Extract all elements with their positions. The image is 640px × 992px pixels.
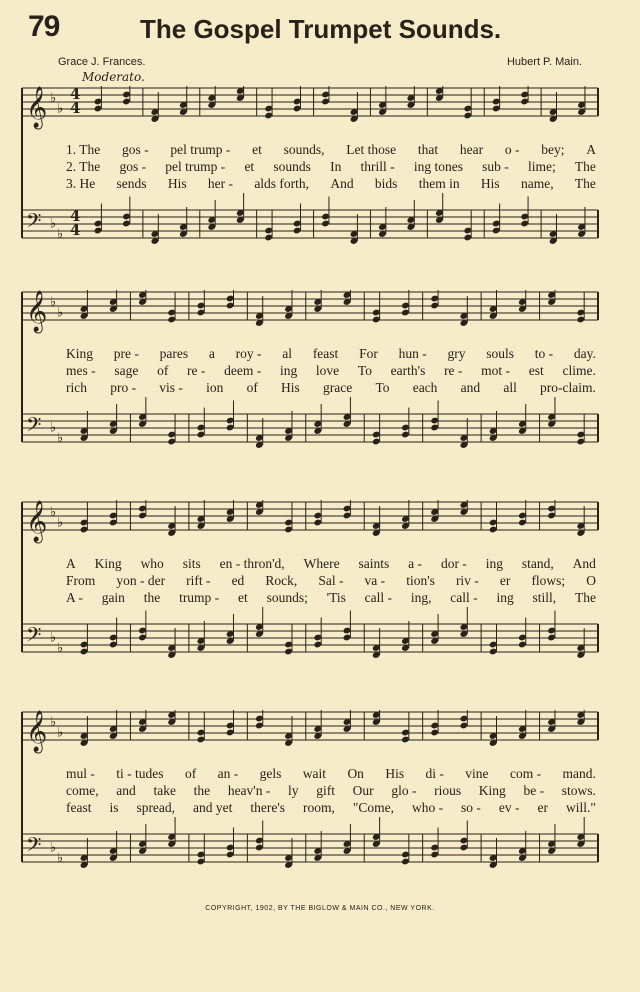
music-system-3 [0,500,640,690]
lyric-syllable: bids [374,176,398,191]
lyric-syllable: them in [418,176,460,191]
svg-text:♭: ♭ [50,420,57,436]
lyric-syllable: room, [303,800,335,815]
lyric-syllable: The [574,176,596,191]
lyric-syllable: re - [444,363,463,378]
lyric-syllable: call - [364,590,393,605]
svg-text:♭: ♭ [50,216,57,232]
lyric-syllable: be - [523,783,545,798]
lyric-syllable: "Come, [352,800,394,815]
svg-text:♭: ♭ [50,715,57,730]
svg-text:♭: ♭ [57,725,64,741]
lyric-syllable: lime; [527,159,556,174]
svg-text:𝄞: 𝄞 [26,86,48,128]
lyric-line-verse-2 [66,159,596,175]
lyric-syllable: Sal - [318,573,344,588]
lyric-syllable: earth's [390,363,426,378]
lyric-line-verse-3 [66,590,596,606]
svg-text:4: 4 [70,99,81,118]
lyric-syllable: hun - [398,346,427,361]
lyric-syllable: a - [408,556,423,571]
lyric-syllable: Let those [346,142,397,157]
lyric-syllable: et [252,142,262,157]
svg-text:4: 4 [70,221,81,240]
svg-text:𝄞: 𝄞 [26,500,48,542]
lyric-syllable: er [499,573,511,588]
lyric-syllable: est [528,363,544,378]
svg-text:♭: ♭ [57,515,64,531]
lyric-syllable: of [184,766,197,781]
lyric-syllable: trump - [179,590,220,605]
svg-text:♭: ♭ [50,505,57,520]
lyric-syllable: glo - [391,783,417,798]
lyric-syllable: di - [425,766,444,781]
lyric-syllable: et [244,159,255,174]
lyric-syllable: sits [182,556,201,571]
lyric-syllable: of [157,363,169,378]
lyric-syllable: feast [66,800,92,815]
lyric-syllable: ing, [410,590,432,605]
lyric-syllable: And [330,176,354,191]
lyric-syllable: dor - [440,556,467,571]
lyric-syllable: wait [302,766,327,781]
lyric-syllable: ing [279,363,298,378]
lyric-syllable: O [586,573,596,588]
composer-credit: Hubert P. Main. [506,56,582,68]
lyric-syllable: the [193,783,211,798]
svg-text:𝄢: 𝄢 [26,209,42,237]
lyric-syllable: To [357,363,372,378]
svg-text:𝄢: 𝄢 [26,623,42,651]
svg-text:𝄢: 𝄢 [26,833,42,861]
lyric-syllable: ti - tudes [116,766,164,781]
lyric-syllable: saints [358,556,390,571]
lyric-syllable: who - [411,800,444,815]
lyric-syllable: Where [303,556,340,571]
lyric-syllable: pre - [113,346,139,361]
lyric-syllable: heav'n - [227,783,271,798]
lyric-syllable: The [575,590,596,605]
lyric-syllable: pro-claim. [540,380,596,395]
lyric-syllable: still, [532,590,557,605]
lyric-syllable: all [503,380,517,395]
lyric-syllable: thrill - [360,159,395,174]
svg-text:𝄞: 𝄞 [26,290,48,332]
lyric-syllable: His [480,176,500,191]
lyric-syllable: A [66,556,76,571]
lyric-syllable: gry [447,346,466,361]
lyric-syllable: there's [250,800,286,815]
lyric-syllable: is [109,800,119,815]
lyric-syllable: feast [312,346,339,361]
lyric-syllable: mes - [66,363,96,378]
lyric-line-verse-2 [66,783,596,799]
lyric-syllable: to - [534,346,554,361]
lyric-syllable: King [478,783,506,798]
music-system-1 [0,86,640,276]
lyric-syllable: 1. The [66,142,101,157]
lyric-syllable: And [572,556,596,571]
lyric-syllable: The [574,159,596,174]
lyric-syllable: rious [434,783,462,798]
lyric-syllable: the [143,590,161,605]
lyric-syllable: His [167,176,187,191]
lyric-syllable: will." [565,800,596,815]
lyric-syllable: deem - [224,363,262,378]
lyric-syllable: va - [364,573,386,588]
lyric-syllable: and [116,783,136,798]
lyric-syllable: gos - [119,159,147,174]
lyric-syllable: er [537,800,548,815]
lyric-syllable: ev - [498,800,520,815]
lyric-syllable: King [66,346,93,361]
lyric-syllable: call - [450,590,478,605]
lyric-syllable: et [238,590,248,605]
lyric-line-verse-2 [66,573,596,589]
lyric-syllable: ing tones [413,159,463,174]
lyric-syllable: mul - [66,766,95,781]
svg-text:♭: ♭ [57,431,64,446]
lyric-syllable: sounds, [283,142,325,157]
lyric-syllable: take [153,783,176,798]
lyric-line-verse-1 [66,346,596,362]
lyricist-credit: Grace J. Frances. [58,56,146,68]
lyric-syllable: spread, [136,800,176,815]
lyric-syllable: alds forth, [254,176,310,191]
lyric-syllable: vine [465,766,489,781]
copyright-notice: COPYRIGHT, 1902, BY THE BIGLOW & MAIN CO., NEW YORK. [205,905,435,912]
tempo-marking: Moderato. [82,70,145,84]
lyric-syllable: of [246,380,258,395]
lyric-syllable: souls [486,346,515,361]
lyric-line-verse-1 [66,766,596,782]
lyric-syllable: rich [66,380,87,395]
lyric-syllable: 3. He [66,176,96,191]
lyric-syllable: hear [459,142,484,157]
lyric-syllable: Our [352,783,374,798]
svg-text:♭: ♭ [50,840,57,856]
lyric-syllable: pel trump - [170,142,231,157]
lyric-syllable: and [460,380,481,395]
lyric-syllable: come, [66,783,99,798]
lyric-syllable: ing [496,590,514,605]
svg-text:♭: ♭ [57,851,64,866]
lyric-syllable: sounds [273,159,311,174]
lyric-syllable: so - [461,800,481,815]
lyric-syllable: On [347,766,364,781]
lyric-syllable: who [140,556,164,571]
lyric-syllable: pel trump - [165,159,226,174]
svg-text:♭: ♭ [57,101,64,117]
lyric-syllable: day. [573,346,596,361]
lyric-syllable: pro - [110,380,137,395]
svg-text:♭: ♭ [50,630,57,646]
music-system-4 [0,710,640,900]
lyric-syllable: flows; [531,573,566,588]
svg-text:♭: ♭ [57,227,64,242]
lyric-syllable: that [417,142,439,157]
lyric-line-verse-1 [66,556,596,572]
lyric-syllable: bey; [541,142,565,157]
svg-text:♭: ♭ [50,295,57,310]
lyric-syllable: gift [316,783,335,798]
lyric-syllable: tion's [406,573,435,588]
lyric-syllable: a [208,346,215,361]
lyric-syllable: com - [509,766,542,781]
lyric-syllable: ed [231,573,245,588]
lyric-syllable: al [282,346,293,361]
lyric-syllable: King [94,556,122,571]
lyric-syllable: stand, [521,556,554,571]
lyric-syllable: ing [485,556,503,571]
svg-text:4: 4 [70,207,81,226]
lyric-syllable: In [330,159,342,174]
lyric-syllable: gain [101,590,125,605]
svg-text:𝄢: 𝄢 [26,413,42,441]
hymn-number: 79 [28,10,60,43]
svg-text:𝄞: 𝄞 [26,710,48,752]
lyric-syllable: her - [207,176,234,191]
lyric-syllable: riv - [455,573,479,588]
lyric-syllable: For [359,346,378,361]
lyric-syllable: each [412,380,438,395]
lyric-syllable: A [586,142,596,157]
lyric-syllable: clime. [562,363,596,378]
hymn-title: The Gospel Trumpet Sounds. [140,14,502,44]
svg-text:♭: ♭ [57,641,64,656]
svg-text:♭: ♭ [57,305,64,321]
lyric-syllable: an - [217,766,239,781]
lyric-syllable: mot - [481,363,511,378]
lyric-syllable: sub - [482,159,509,174]
lyric-line-verse-3 [66,380,596,396]
music-system-2 [0,290,640,480]
lyric-line-verse-3 [66,176,596,192]
svg-text:4: 4 [70,86,81,104]
lyric-syllable: stows. [561,783,596,798]
lyric-syllable: sounds; [266,590,308,605]
lyric-syllable: en - thron'd, [219,556,285,571]
lyric-syllable: sage [114,363,139,378]
lyric-syllable: ion [206,380,224,395]
lyric-syllable: yon - der [116,573,166,588]
lyric-syllable: grace [323,380,353,395]
lyric-syllable: sends [116,176,147,191]
lyric-syllable: Rock, [265,573,298,588]
lyric-line-verse-3 [66,800,596,816]
lyric-syllable: vis - [159,380,183,395]
lyric-syllable: His [385,766,405,781]
lyric-syllable: roy - [235,346,262,361]
lyric-syllable: 2. The [66,159,101,174]
lyric-syllable: rift - [186,573,211,588]
lyric-syllable: o - [504,142,520,157]
lyric-syllable: mand. [562,766,596,781]
lyric-syllable: A - [66,590,83,605]
lyric-line-verse-2 [66,363,596,379]
lyric-syllable: ly [288,783,299,798]
lyric-syllable: gels [259,766,282,781]
lyric-syllable: love [315,363,340,378]
svg-text:♭: ♭ [50,91,57,106]
lyric-syllable: and yet [193,800,233,815]
lyric-syllable: To [375,380,390,395]
lyric-syllable: His [281,380,300,395]
lyric-syllable: pares [159,346,189,361]
lyric-syllable: From [66,573,96,588]
lyric-line-verse-1 [66,142,596,158]
lyric-syllable: re - [187,363,206,378]
lyric-syllable: gos - [122,142,149,157]
lyric-syllable: name, [520,176,554,191]
lyric-syllable: 'Tis [326,590,346,605]
